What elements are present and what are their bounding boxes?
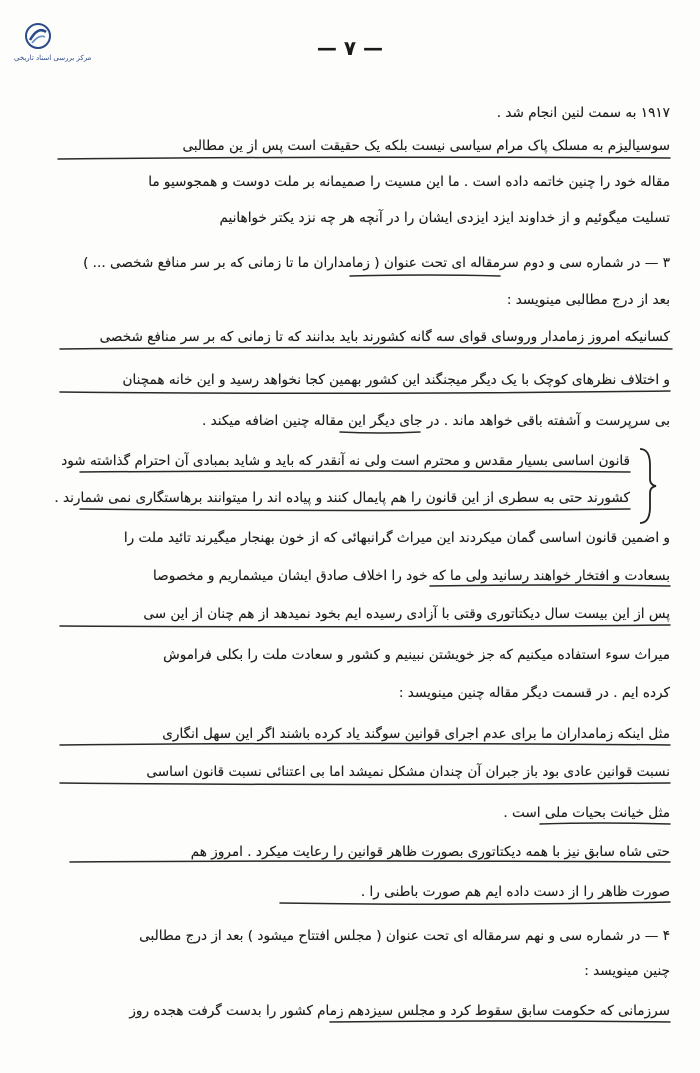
- text-line: ۳ — در شماره سی و دوم سرمقاله ای تحت عنوان ( زمامداران ما تا زمانی که بر سر منافع شخصی ... ): [83, 255, 670, 271]
- text-line: حتی شاه سابق نیز با همه دیکتاتوری بصورت ظاهر قوانین را رعایت میکرد . امروز هم: [190, 844, 670, 860]
- text-line: و اضمین قانون اساسی گمان میکردند این میراث گرانبهائی که از خون بهنجار میگیرند تائید ملت را: [123, 530, 670, 546]
- text-line: مثل خیانت بحیات ملی است .: [503, 805, 670, 821]
- text-line: بعد از درج مطالبی مینویسد :: [506, 292, 670, 308]
- text-line: نسبت قوانین عادی بود باز جبران آن چندان مشکل نمیشد اما بی اعتنائی نسبت قانون اساسی: [146, 764, 670, 780]
- text-line: و اختلاف نظرهای کوچک با یک دیگر میجنگند این کشور بهمین کجا نخواهد رسید و این خانه همچنان: [122, 372, 670, 388]
- text-line: کشورند حتی به سطری از این قانون را هم پایمال کنند و پیاده اند را میتوانند برهاستگاری نمی شمارند .: [54, 490, 630, 506]
- text-line: کسانیکه امروز زمامدار وروسای قوای سه گانه کشورند باید بدانند که تا زمانی که بر سر منافع شخصی: [99, 329, 670, 345]
- text-line: سوسیالیزم به مسلک پاک مرام سیاسی نیست بلکه یک حقیقت است پس از ین مطالبی: [182, 138, 670, 154]
- page-number: — ۷ —: [316, 36, 384, 60]
- text-line: ۱۹۱۷ به سمت لنین انجام شد .: [496, 105, 670, 121]
- text-line: مثل اینکه زمامداران ما برای عدم اجرای قوانین سوگند یاد کرده باشند اگر این سهل انگاری: [162, 726, 670, 742]
- text-line: کرده ایم . در قسمت دیگر مقاله چنین مینویسد :: [398, 685, 670, 701]
- text-line: مقاله خود را چنین خاتمه داده است . ما این مسیت را صمیمانه بر ملت دوست و همجوسیو ما: [148, 174, 670, 190]
- text-line: صورت ظاهر را از دست داده ایم هم صورت باطنی را .: [360, 884, 670, 900]
- text-line: تسلیت میگوئیم و از خداوند ایزد ایزدی ایشان را در آنچه هر چه نزد یکتر خواهانیم: [219, 210, 670, 226]
- text-line: میراث سوء استفاده میکنیم که جز خویشتن نبینیم و کشور و سعادت ملت را بکلی فراموش: [163, 647, 670, 663]
- text-line: چنین مینویسد :: [584, 963, 670, 979]
- text-line: سرزمانی که حکومت سابق سقوط کرد و مجلس سیزدهم زمام کشور را بدست گرفت هجده روز: [129, 1003, 670, 1019]
- text-line: بسعادت و افتخار خواهند رسانید ولی ما که خود را اخلاف صادق ایشان میشماریم و مخصوصا: [153, 568, 670, 584]
- text-line: ۴ — در شماره سی و نهم سرمقاله ای تحت عنوان ( مجلس افتتاح میشود ) بعد از درج مطالبی: [139, 928, 670, 944]
- text-line: بی سرپرست و آشفته باقی خواهد ماند . در جای دیگر این مقاله چنین اضافه میکند .: [201, 413, 670, 429]
- logo-text: مرکز بررسی اسناد تاریخی: [14, 54, 92, 62]
- text-line: قانون اساسی بسیار مقدس و محترم است ولی نه آنقدر که باید و شاید بمبادی آن احترام گذاشته شود: [61, 453, 630, 469]
- text-line: پس از این بیست سال دیکتاتوری وقتی با آزادی رسیده ایم بخود نمیدهد از هم چنان از این سی: [143, 606, 670, 622]
